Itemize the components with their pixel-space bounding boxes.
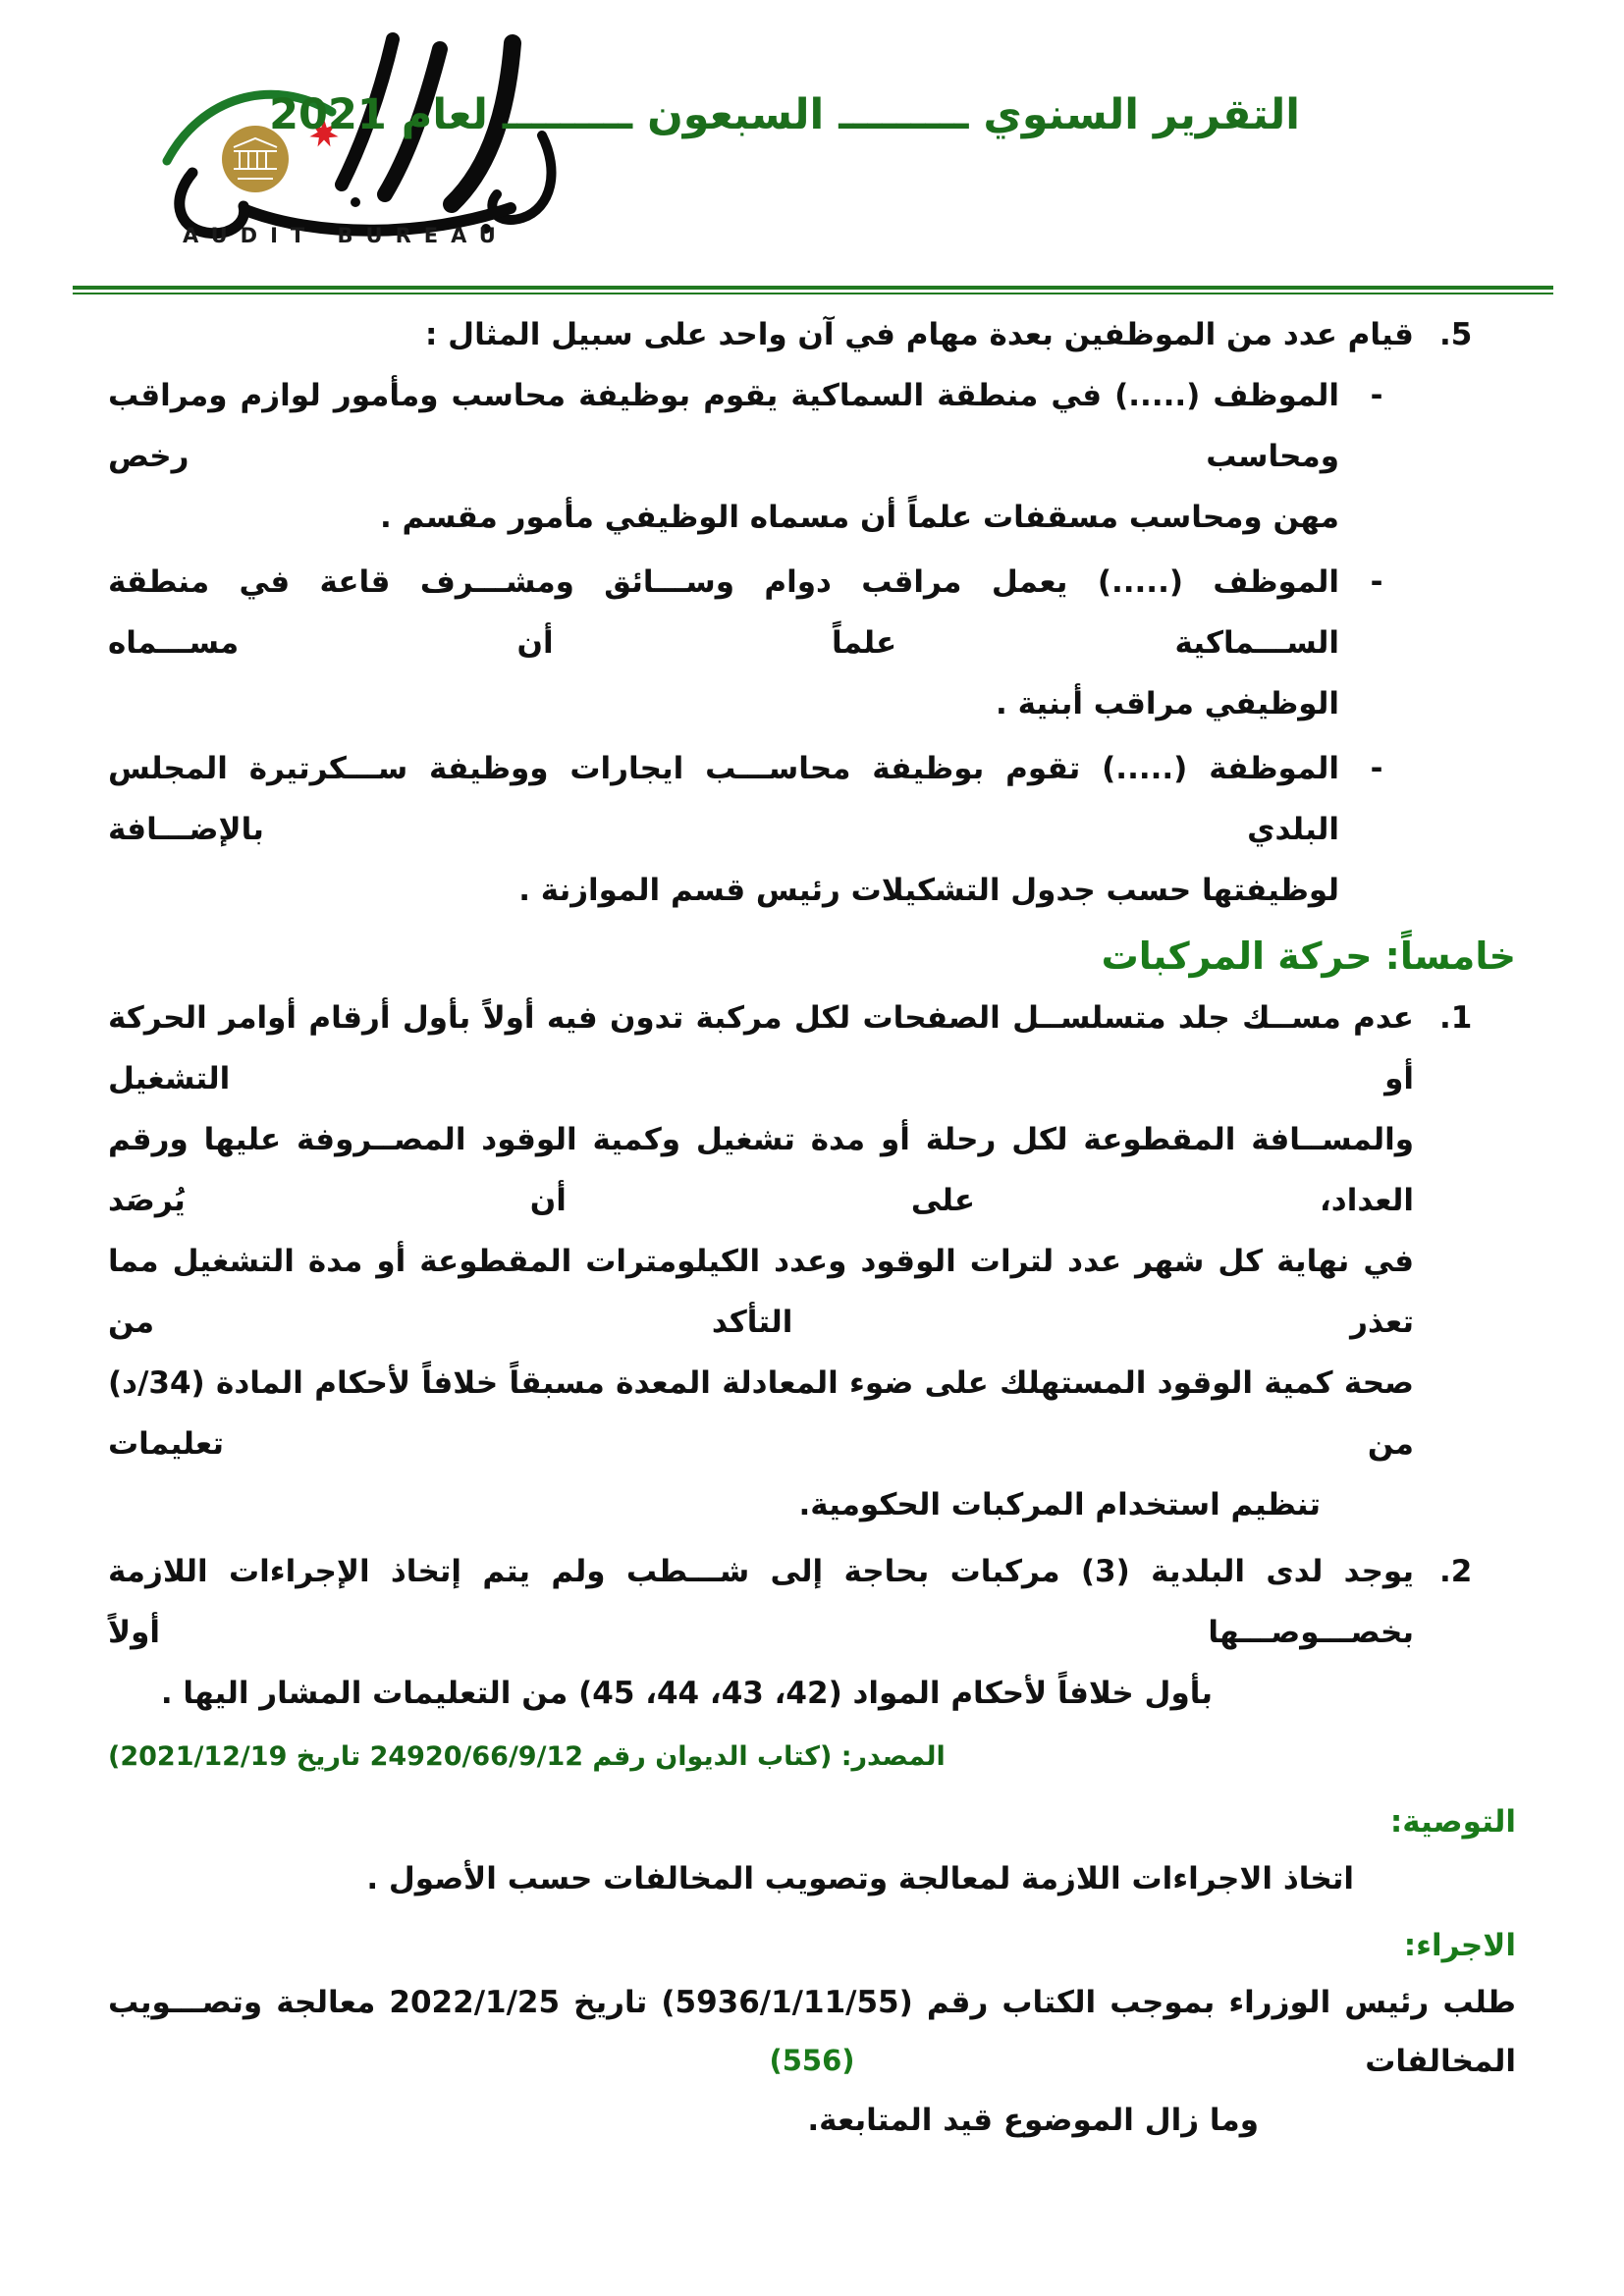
bullet-item (108, 365, 1414, 548)
item-1-line: في نهاية كل شهر عدد لترات الوقود وعدد الكيلومترات المقطوعة أو مدة التشغيل مما تعذر التأكد من (108, 1244, 1414, 1340)
bullet-item (108, 552, 1414, 734)
bullet-item (108, 738, 1414, 921)
action-line: وما زال الموضوع قيد المتابعة. (807, 2103, 1259, 2138)
bullet-line: الموظف (.....) يعمل مراقب دوام وســـائق ومشـــرف قاعة في منطقة الســـماكية علماً أن مســـماه (108, 564, 1339, 661)
page-number: (556) (769, 2044, 855, 2077)
item-1-number: 1. (1439, 1000, 1473, 1036)
item-2-number: 2. (1439, 1554, 1473, 1589)
item-1-line: والمســافة المقطوعة لكل رحلة أو مدة تشغيل وكمية الوقود المصــروفة عليها ورقم العداد، على أن يُرصَد (108, 1122, 1414, 1218)
bullet-dash: - (1370, 378, 1383, 413)
action-line: طلب رئيس الوزراء بموجب الكتاب رقم (5936/1/11/55) تاريخ 2022/1/25 معالجة وتصـــويب المخالفات (108, 1985, 1516, 2079)
item-1-line: تنظيم استخدام المركبات الحكومية. (798, 1487, 1321, 1522)
item-5-number: 5. (1439, 317, 1473, 352)
page-header (0, 0, 1624, 288)
audit-bureau-latin-name: AUDIT BUREAU (183, 224, 509, 247)
item-5-bullets (108, 365, 1414, 921)
item-2-line: بأول خلافاً لأحكام المواد (42، 43، 44، 45) من التعليمات المشار اليها . (160, 1676, 1213, 1711)
numbered-item-5 (108, 310, 1516, 921)
action-heading: الاجراء: (1403, 1928, 1516, 1963)
report-body (0, 296, 1624, 2150)
item-1-line: عدم مســك جلد متسلســل الصفحات لكل مركبة تدون فيه أولاً بأول أرقام أوامر الحركة أو التشغيل (108, 1000, 1414, 1096)
numbered-item-2 (108, 1541, 1516, 1724)
bullet-body (108, 365, 1339, 548)
bullet-line: الوظيفي مراقب أبنية . (996, 686, 1339, 721)
bullet-line: الموظفة (.....) تقوم بوظيفة محاســـب ايجارات ووظيفة ســـكرتيرة المجلس البلدي بالإضـــافة (108, 751, 1339, 847)
item-5-text: قيام عدد من الموظفين بعدة مهام في آن واحد على سبيل المثال : (424, 317, 1414, 352)
bullet-line: الموظف (.....) في منطقة السماكية يقوم بوظيفة محاسب ومأمور لوازم ومراقب ومحاسب رخص (108, 378, 1339, 474)
report-title: التقرير السنوي ـــــــــ السبعون ـــــــــ لعام 2021 (269, 90, 1300, 139)
bullet-line: مهن ومحاسب مسقفات علماً أن مسماه الوظيفي مأمور مقسم . (379, 500, 1339, 535)
item-2-line: يوجد لدى البلدية (3) مركبات بحاجة إلى شـــطب ولم يتم إتخاذ الإجراءات اللازمة بخصـــوصـــها أولاً (108, 1554, 1415, 1650)
item-5-body (108, 310, 1414, 921)
recommendation-heading: التوصية: (1389, 1804, 1516, 1840)
bullet-body (108, 738, 1339, 921)
recommendation-text: اتخاذ الاجراءات اللازمة لمعالجة وتصويب المخالفات حسب الأصول . (366, 1861, 1354, 1896)
item-1-line: صحة كمية الوقود المستهلك على ضوء المعادلة المعدة مسبقاً خلافاً لأحكام المادة (34/د) من تعليمات (108, 1365, 1414, 1462)
source-reference: المصدر: (كتاب الديوان رقم 24920/66/9/12 تاريخ 2021/12/19) (108, 1741, 946, 1772)
item-2-body (108, 1541, 1414, 1724)
bullet-dash: - (1370, 564, 1383, 600)
header-separator-line (73, 286, 1553, 294)
numbered-item-1 (108, 988, 1516, 1535)
item-1-body (108, 988, 1414, 1535)
section-heading-vehicles: خامساً: حركة المركبات (1101, 934, 1516, 978)
bullet-body (108, 552, 1339, 734)
bullet-line: لوظيفتها حسب جدول التشكيلات رئيس قسم الموازنة . (518, 873, 1339, 908)
bullet-dash: - (1370, 751, 1383, 786)
